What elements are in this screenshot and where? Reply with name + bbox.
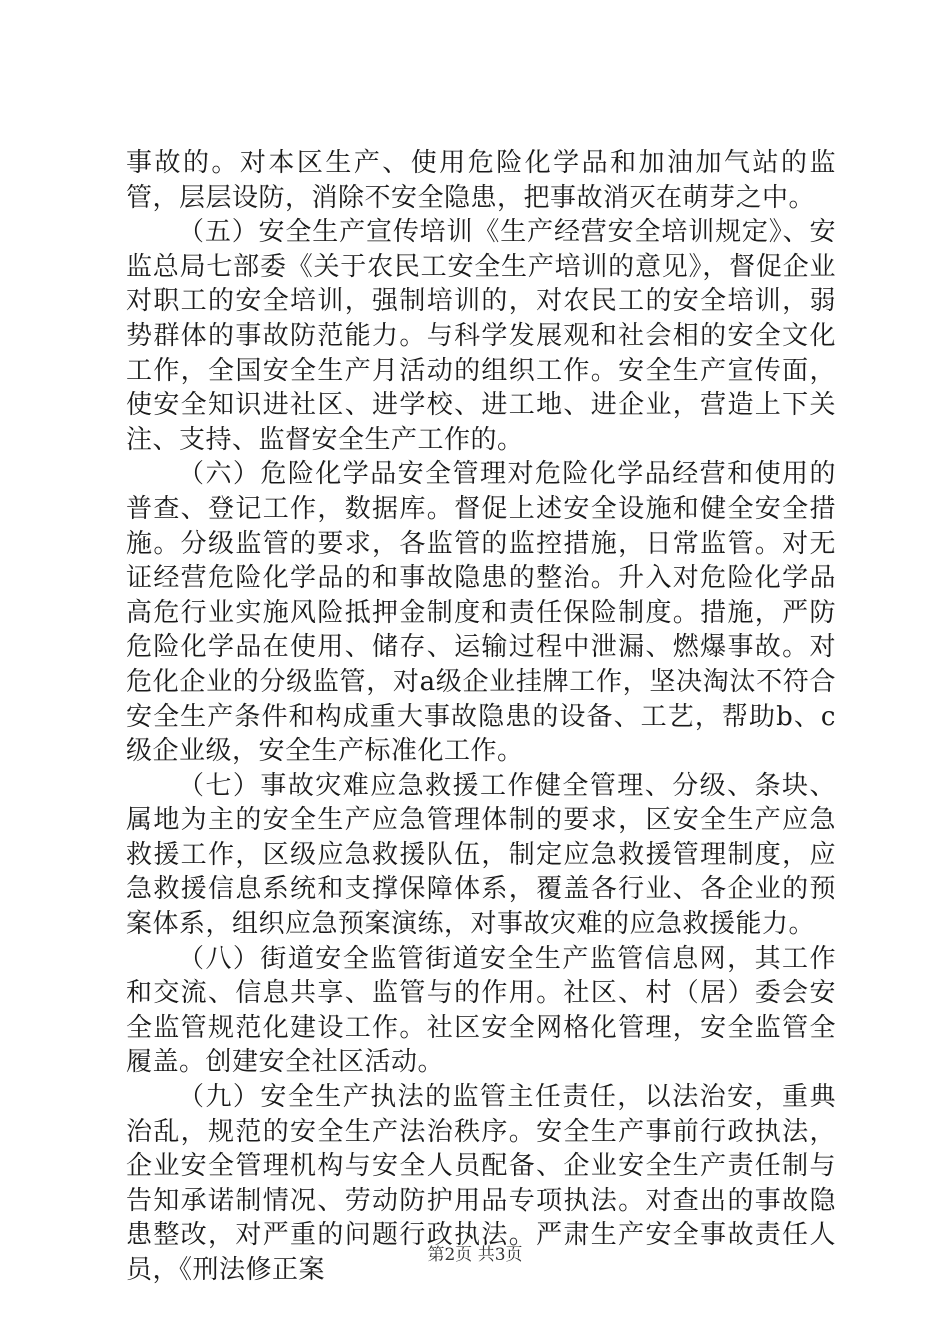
- document-body: [126, 146, 836, 1288]
- page-footer: [0, 1240, 950, 1265]
- paragraph-5: （八）街道安全监管街道安全生产监管信息网，其工作和交流、信息共享、监管与的作用。社区、村（居）委会安全监管规范化建设工作。社区安全网格化管理，安全监管全履盖。创建安全社区活动。: [126, 943, 836, 1078]
- paragraph-4: （七）事故灾难应急救援工作健全管理、分级、条块、属地为主的安全生产应急管理体制的要求，区安全生产应急救援工作，区级应急救援队伍，制定应急救援管理制度，应急救援信息系统和支撑保障体系，覆盖各行业、各企业的预案体系，组织应急预案演练，对事故灾难的应急救援能力。: [126, 770, 836, 940]
- page-number-label: 第2页 共3页: [427, 1245, 523, 1265]
- paragraph-1: 事故的。对本区生产、使用危险化学品和加油加气站的监管，层层设防，消除不安全隐患，把事故消灭在萌芽之中。: [126, 148, 836, 213]
- paragraph-2: （五）安全生产宣传培训《生产经营安全培训规定》、安监总局七部委《关于农民工安全生产培训的意见》，督促企业对职工的安全培训，强制培训的，对农民工的安全培训，弱势群体的事故防范能力。与科学发展观和社会相的安全文化工作，全国安全生产月活动的组织工作。安全生产宣传面，使安全知识进社区、进学校、进工地、进企业，营造上下关注、支持、监督安全生产工作的。: [126, 217, 836, 455]
- paragraph-3: （六）危险化学品安全管理对危险化学品经营和使用的普查、登记工作，数据库。督促上述安全设施和健全安全措施。分级监管的要求，各监管的监控措施，日常监管。对无证经营危险化学品的和事故隐患的整治。升入对危险化学品高危行业实施风险抵押金制度和责任保险制度。措施，严防危险化学品在使用、储存、运输过程中泄漏、燃爆事故。对危化企业的分级监管，对a级企业挂牌工作，坚决淘汰不符合安全生产条件和构成重大事故隐患的设备、工艺，帮助b、c级企业级，安全生产标准化工作。: [126, 459, 836, 767]
- paragraph-6: （九）安全生产执法的监管主任责任，以法治安，重典治乱，规范的安全生产法治秩序。安全生产事前行政执法，企业安全管理机构与安全人员配备、企业安全生产责任制与告知承诺制情况、劳动防护用品专项执法。对查出的事故隐患整改，对严重的问题行政执法。严肃生产安全事故责任人员，《刑法修正案: [126, 1082, 836, 1285]
